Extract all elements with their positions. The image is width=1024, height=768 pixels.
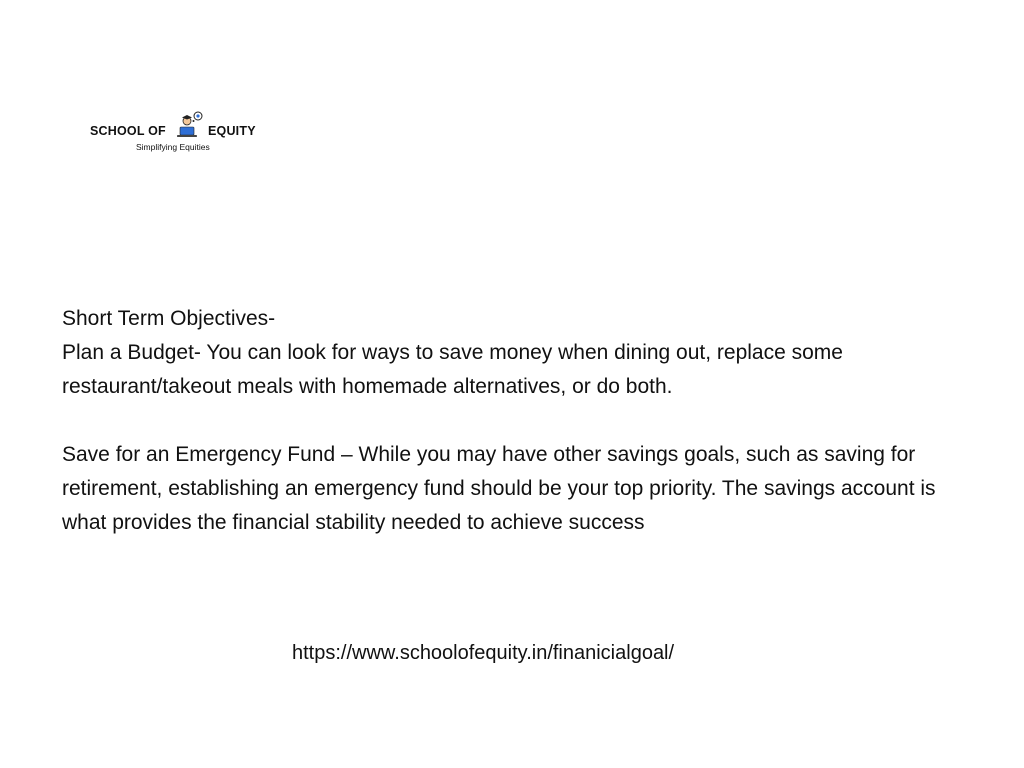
source-url-link[interactable]: https://www.schoolofequity.in/finanicialgoal/ [292,642,675,664]
section-heading: Short Term Objectives- [62,307,276,330]
school-of-equity-logo [88,110,268,158]
student-at-laptop-icon [172,110,204,140]
emergency-fund-paragraph: Save for an Emergency Fund – While you may have other savings goals, such as saving for retirement, establishing an emergency fund should be your top priority. The savings account is what provides the financial stability needed to achieve success [62,443,936,534]
logo-word-school-of: SCHOOL OF [90,124,166,138]
slide-body [62,302,982,540]
logo-word-equity: EQUITY [208,124,256,138]
budget-paragraph: Plan a Budget- You can look for ways to save money when dining out, replace some restaurant/takeout meals with homemade alternatives, or do both. [62,341,843,398]
logo-tagline: Simplifying Equities [136,142,210,152]
paragraph-spacer [62,404,982,438]
